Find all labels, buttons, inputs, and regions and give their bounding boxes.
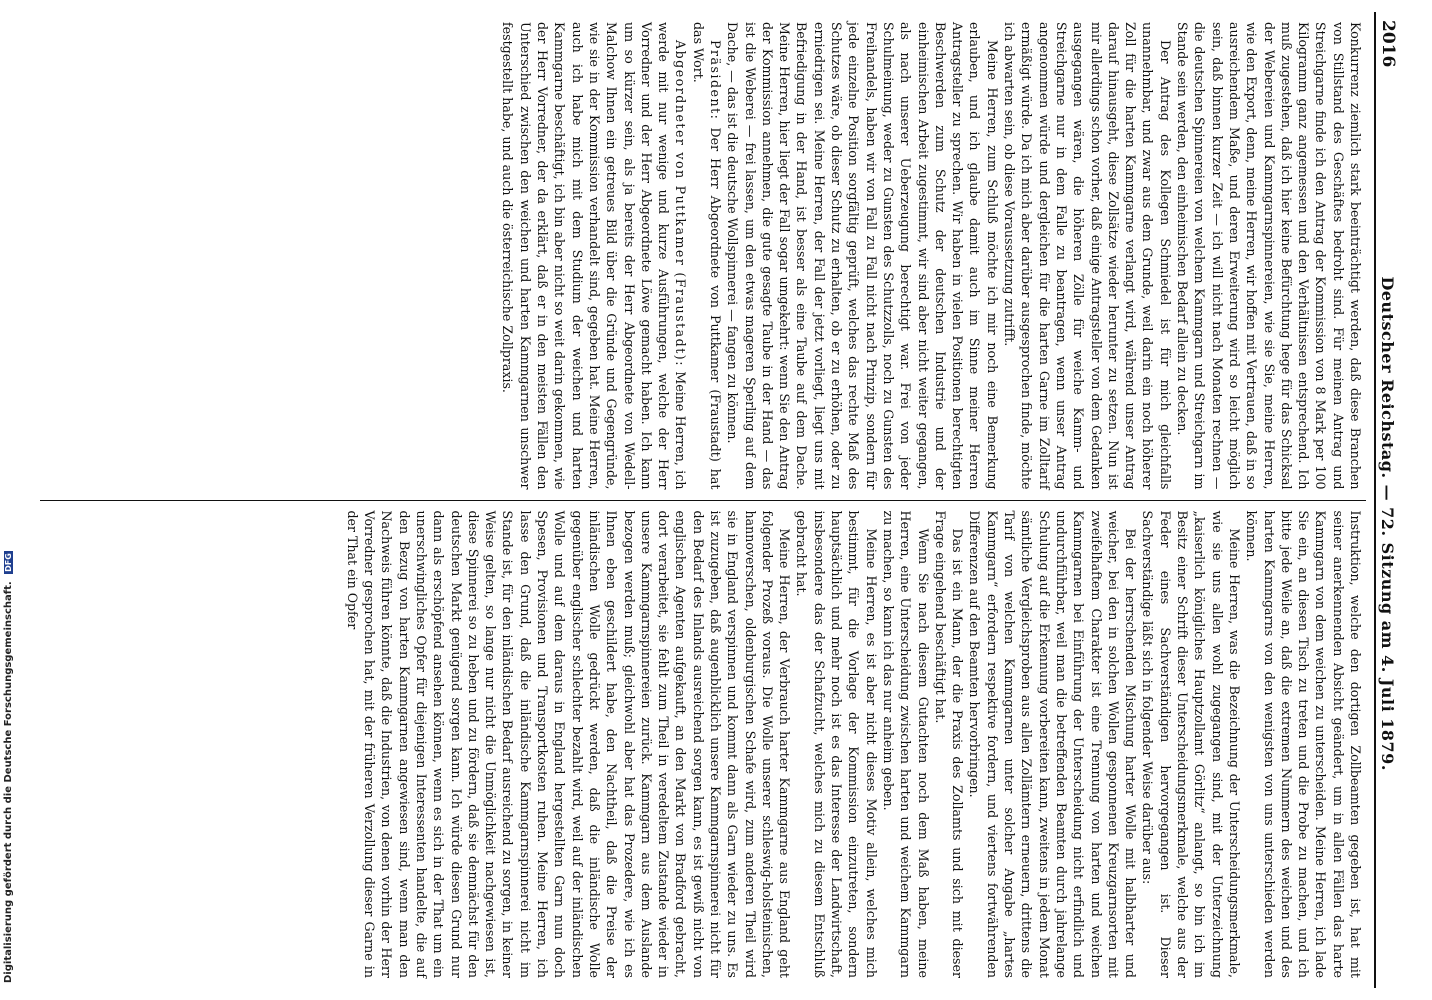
paragraph <box>689 22 724 490</box>
paragraph: Wenn Sie nach diesem Gutachten noch dem Maß haben, meine Herren, eine Unterscheidung zwischen harten und weichem Kammgarn zu machen, so kann ich das nur anheim geben. <box>880 510 931 978</box>
running-head-title: Deutscher Reichstag. — 72. Sitzung am 4. Juli 1879. <box>1378 276 1397 771</box>
paragraph: Meine Herren, zum Schluß möchte ich mir noch eine Bemerkung erlauben, und ich glaube damit auch im Sinne meiner Herren Antragsteller zu sprechen. Wir haben in vielen Positionen berechtigten Beschwerden zum Schutz der deutschen Industrie und der einheimischen Arbeit zugestimmt, wir sind aber nicht weiter gegangen, als nach unserer Ueberzeugung berechtigt war. Frei von jeder Schulmeinung, weder zu Gunsten des Schutzzolls, noch zu Gunsten des Freihandels, haben wir von Fall zu Fall nicht nach Prinzip, sondern für jede einzelne Position sorgfältig geprüft, welches das rechte Maß des Schutzes wäre, ob dieser Schutz zu erhalten, ob er zu erhöhen, oder zu erniedrigen sei. Meine Herren, der Fall der jetzt vorliegt, liegt uns mit Befriedigung in der Hand, ist besser als eine Taube auf dem Dache. Meine Herren, hier liegt der Fall sogar umgekehrt: wenn Sie den Antrag der Kommission annehmen, die gute gesagte Taube in der Hand — das ist die Weberei — frei lassen, um den etwas mageren Sperling auf dem Dache, — das ist die deutsche Wollspinnerei — fangen zu können. <box>725 22 1000 490</box>
paragraph: Bei der herrschenden Mischung harter Wolle mit halbharter und weicher, bei den in solchen Wollen gesponnenen Kreuzgarnsorten mit zweifelhaftem Charakter ist eine Trennung von harten und weichen Kammgarnen bei Einführung der Unterscheidung nicht erfindlich und undurchführbar, weil man die betreffenden Beamten durch jahrelange Schulung auf die Erkennung vorbereiten kann, zweitens in jedem Monat sämtliche Vergleichsproben aus allen Zollämtern erneuern, drittens die Tarif von welchen Kammgarnen unter solcher Angabe „hartes Kammgarn“ erfordern respektive fordern, und viertens fortwährenden Differenzen auf den Beamten hervorbringen. <box>967 510 1139 978</box>
speaker-label: Abgeordneter von Puttkamer (Fraustadt): <box>673 40 689 367</box>
page-number: 2016 <box>1378 20 1398 68</box>
paragraph: Der Antrag des Kollegen Schmiedel ist für mich gleichfalls unannehmbar, und zwar aus dem Grunde, weil darin ein noch höherer Zoll für die harten Kammgarne verlangt wird, während unser Antrag darauf hinausgeht, diese Zollsätze wieder herunter zu setzen. Nun ist mir allerdings schon vorher, daß einige Antragsteller von dem Gedanken ausgegangen wären, die höheren Zölle für weiche Kamm- und Streichgarne nur in dem Falle zu beantragen, wenn unser Antrag angenommen würde und dergleichen für die harten Garne im Zolltarif ermäßigt würde. Da ich mich aber darüber ausgesprochen finde, möchte ich abwarten sein, ob diese Voraussetzung zutrifft. <box>1002 22 1173 490</box>
speaker-label: Präsident: <box>708 40 724 121</box>
paragraph: Das ist ein Mann, der die Praxis des Zollamts und sich mit dieser Frage eingehend beschäftigt hat. <box>932 510 966 978</box>
column-right <box>40 501 1370 989</box>
column-left <box>40 12 1370 500</box>
paragraph: Meine Herren, es ist aber nicht dieses Motiv allein, welches mich bestimmt, für die Vorlage der Kommission einzutreten, sondern hauptsächlich und mehr noch ist es das Interesse der Landwirtschaft, insbesondere das der Schafzucht, welches mich zu diesem Entschluß gebracht hat. <box>794 510 879 978</box>
speech-text: Der Herr Abgeordnete von Puttkamer (Fraustadt) hat das Wort. <box>690 22 724 490</box>
paragraph: Meine Herren, der Verbrauch harter Kammgarne aus England geht folgender Prozeß voraus. Die Wolle unserer schleswig-holsteinischen, hannoverschen, oldenburgischen Schafe wird, zum anderen Theil wird sie in England verspinnen und kommt dann als Garn wieder zu uns. Es ist zuzugeben, daß augenblicklich unsere Kammgarnspinnerei nicht für den Bedarf des Inlands ausreichend sorgen kann, es ist gewiß nicht von englischen Agenten aufgekauft, an den Markt von Bradford gebracht, dort verarbeitet, sie fehlt zum Theil in veredeltem Zustande wieder in unsere Kammgarnspinnereien zurück. Kammgarn aus dem Auslande bezogen werden muß; gleichwohl aber hat das Prozedere, wie ich es Ihnen eben geschildert habe, den Nachtheil, daß die Preise der inländischen Wolle gedrückt werden, daß die inländische Wolle gegenüber englischer schlechter bezahlt wird, weil auf der inländischen Wolle und auf dem daraus in England hergestellten Garn nun doch Spesen, Provisionen und Transportkosten ruhen. Meine Herren, ich lasse den Grund, daß die inländische Kammgarnspinnerei nicht im Stande ist, für den inländischen Bedarf ausreichend zu sorgen, in keiner Weise gelten, so lange nur nicht die Unmöglichkeit nachgewiesen ist, diese Spinnerei so zu heben und zu fördern, daß sie demnächst für den deutschen Markt genügend sorgen kann. Ich würde diesen Grund nur dann als erschöpfend ansehen können, wenn es sich in der That um ein unerschwingliches Opfer für diejenigen Interessenten handelte, die auf den Bezug von harten Kammgarnen angewiesen sind, wenn man den Nachweis führen könnte, daß die Industrien, von denen vorhin der Herr Vorredner gesprochen hat, mit der früheren Verzollung dieser Garne in der That ein Opfer <box>344 510 793 978</box>
paragraph: Instruktion, welche den dortigen Zollbeamten gegeben ist, hat mit seiner anerkennenden Absicht geändert, um in allen Fällen das harte Kammgarn von dem weichen zu unterscheiden. Meine Herren, ich lade Sie ein, an diesen Tisch zu treten und die Probe zu machen, und ich bitte jede Weile an, daß die extremen Nummern des weichen und des harten Kammgarns von den wenigsten von uns unterschieden werden können. <box>1244 510 1363 978</box>
paragraph: Meine Herren, was die Bezeichnung der Unterscheidungsmerkmale, wie sie uns allen wohl zugegangen sind, mit der Unterzeichnung „kaiserlich königliches Hauptzollamt Görlitz“ anlangt, so bin ich im Besitz einer Schrift dieser Unterscheidungsmerkmale, welche aus der Feder eines Sachverständigen hervorgegangen ist. Dieser Sachverständige läßt sich in folgender Weise darüber aus: <box>1140 510 1242 978</box>
digitization-credit <box>0 0 18 1000</box>
paragraph <box>499 22 689 490</box>
credit-text: Digitalisierung gefördert durch die Deutsche Forschungsgemeinschaft. <box>3 581 14 983</box>
paragraph: Konkurrenz ziemlich stark beeinträchtigt werden, daß diese Branchen von Stillstand des Geschäftes bedroht sind. Für meinen Antrag und Streichgarne finde ich den Antrag der Kommission von 8 Mark per 100 Kilogramm ganz angemessen und den Verhältnissen entsprechend. Ich muß zugestehen, daß ich hier keine Befürchtung hege für das Schicksal der Webereien und Kammgarnspinnereien, wie sie Sie, meine Herren, wie den Export, denn, meine Herren, wir hoffen mit Vertrauen, daß in so ausreichendem Maße, und deren Erweiterung wird so leicht möglich sein, daß binnen kurzer Zeit — ich will nicht nach Monaten rechnen — die deutschen Spinnereien von welchem Kammgarn und Streichgarn im Stande sein werden, den einheimischen Bedarf allein zu decken. <box>1175 22 1363 490</box>
document-page <box>18 0 1428 1000</box>
text-columns <box>40 12 1370 988</box>
dfg-logo: DFG <box>3 553 13 572</box>
speech-text: Meine Herren, ich werde mit nur wenige und kurze Ausführungen, welche der Herr Vorredner und der Herr Abgeordnete Löwe gemacht haben. Ich kann um so kürzer sein, als ja bereits der Herr Abgeordnete von Wedell-Malchow Ihnen ein getreues Bild über die Gründe und Gegengründe, wie sie in der Kommission verhandelt sind, gegeben hat. Meine Herren, auch ich habe mich mit dem Studium der weichen und harten Kammgarne beschäftigt, ich bin aber nicht so weit darin gekommen, wie der Herr Vorredner, der da erklärt, daß er in den meisten Fällen den Unterschied zwischen den weichen und harten Kammgarnen unschwer festgestellt habe, und auch die österreichische Zollpraxis. <box>500 22 689 490</box>
running-head <box>1374 12 1418 988</box>
